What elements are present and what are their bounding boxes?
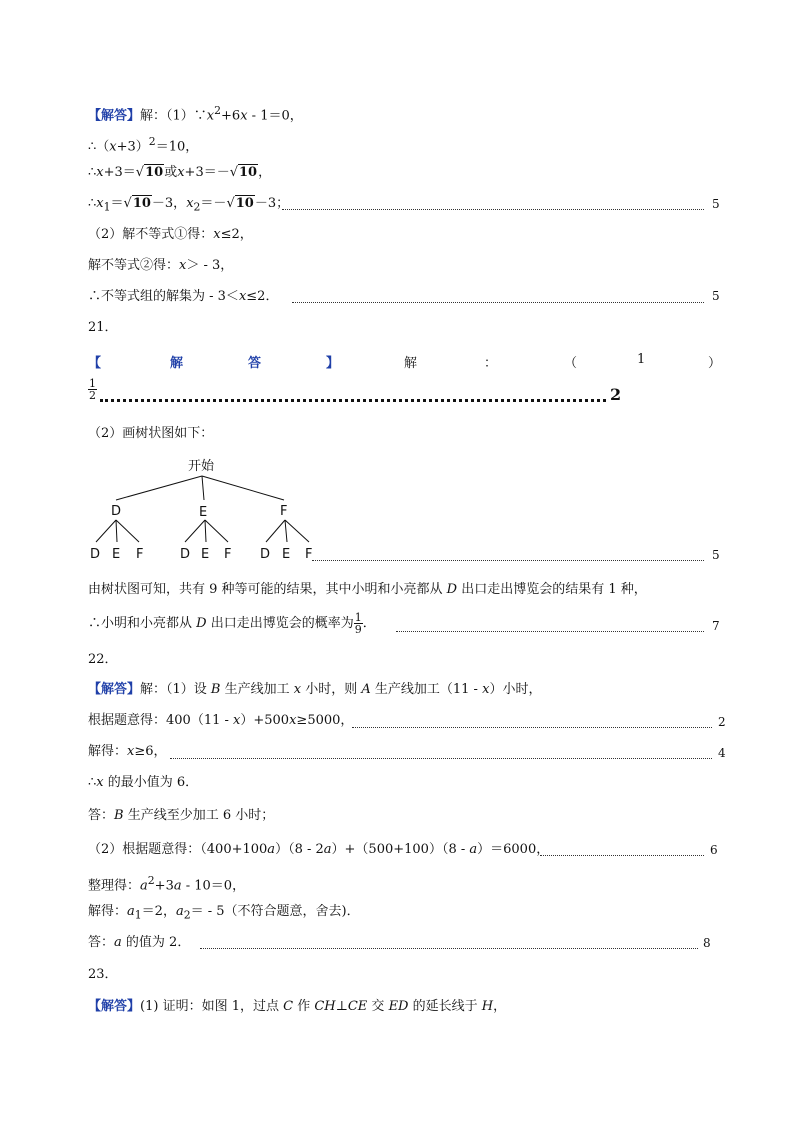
score-mark: 4 [718, 746, 726, 760]
q22-line-4: ∴x 的最小值为 6． [88, 775, 199, 790]
answer-tag: 【解答】 [88, 999, 141, 1014]
q20-line-1: 【解答】解：$(1)\because x^2+6x - 1=0$， [88, 104, 303, 124]
score-mark: 5 [712, 548, 720, 562]
q21-line-2: （2）画树状图如下： [88, 426, 214, 441]
leaf-f: F [305, 547, 313, 562]
colon: ： [484, 356, 498, 371]
tree-diagram [80, 452, 330, 564]
q20-line-5: （2）解不等式①得：x≤2， [88, 227, 253, 242]
leaf-f: F [224, 547, 232, 562]
q22-line-3: 解得：x≥6， [88, 744, 167, 759]
leaf-d: D [180, 547, 191, 562]
dot-leader [170, 758, 712, 759]
answer-tag: 【解答】 [88, 682, 141, 697]
subtree-e [180, 520, 231, 562]
score-mark: 7 [712, 619, 720, 633]
dot-leader [292, 302, 704, 303]
dot-leader [312, 560, 704, 561]
answer-tag-right: 】 [326, 356, 340, 371]
q22-line-6: （2）根据题意得：（400+100a）（8 - 2a）+（500+100）（8 - a）＝6000， [88, 842, 550, 857]
dot-leader [540, 855, 704, 856]
tree-node-e: E [199, 505, 208, 520]
jie-label: 解 [404, 356, 418, 371]
q21-line-4: ∴小明和小亮都从 D 出口走出博览会的概率为 $\frac{1}{9}$ ． [88, 611, 376, 636]
q20-line-7: ∴不等式组的解集为 - 3＜x≤2． [88, 289, 279, 304]
paren-left: （ [564, 356, 578, 371]
dot-leader [396, 631, 704, 632]
question-number-22: 22． [88, 652, 118, 667]
score-mark: 6 [710, 843, 718, 857]
leaf-f: F [136, 547, 144, 562]
score-mark: 5 [712, 289, 720, 303]
tree-node-d: D [111, 504, 122, 519]
leaf-e: E [282, 547, 291, 562]
answer-tag: 【解答】 [88, 108, 141, 124]
tree-branch [202, 476, 284, 500]
q23-line-1: 【解答】(1) 证明：如图 1，过点 C 作 CH⊥CE 交 ED 的延长线于 H， [88, 999, 507, 1014]
question-number-23: 23． [88, 967, 118, 982]
score-mark: 8 [703, 936, 711, 950]
q22-line-8: 解得：$a_1=2$，$a_2= - 5$（不符合题意，舍去)． [88, 904, 360, 922]
question-number-21: 21． [88, 320, 118, 335]
score-mark: 2 [610, 385, 622, 404]
tree-branch [116, 476, 202, 500]
q20-line-4: $\therefore x_1=√10-3$，$x_2=-√10-3$； [88, 196, 290, 214]
dot-leader [282, 209, 704, 210]
paren-right: ） [708, 356, 722, 371]
q20-line-6: 解不等式②得：x＞ - 3， [88, 258, 234, 273]
answer-tag-da: 答 [248, 356, 262, 371]
score-mark: 5 [712, 197, 720, 211]
subtree-d [90, 520, 143, 562]
half-fraction: $\frac{1}{2}$ [89, 377, 96, 402]
q20-line-3: ∴x+3＝√10或x+3＝－√10， [88, 165, 272, 180]
q21-line-3: 由树状图可知，共有 9 种等可能的结果，其中小明和小亮都从 D 出口走出博览会的结果有 1 种， [88, 582, 647, 597]
q22-line-5: 答：B 生产线至少加工 6 小时； [88, 808, 275, 823]
answer-tag-left: 【 [88, 356, 102, 371]
part-number: 1 [637, 352, 646, 367]
tree-branch [202, 476, 204, 500]
q22-line-2: 根据题意得：400（11 - x）+500x≥5000， [88, 713, 354, 728]
q22-line-7: 整理得：$a^2+3a - 10=0$， [88, 874, 246, 894]
leaf-d: D [90, 547, 101, 562]
tree-root: 开始 [188, 459, 215, 474]
leaf-e: E [112, 547, 121, 562]
leaf-d: D [260, 547, 271, 562]
score-mark: 2 [718, 715, 726, 729]
dot-leader [100, 399, 606, 402]
dot-leader [200, 948, 698, 949]
answer-tag-jie: 解 [170, 356, 184, 371]
leaf-e: E [201, 547, 210, 562]
tree-node-f: F [280, 504, 288, 519]
dot-leader [352, 727, 712, 728]
q22-line-9: 答：a 的值为 2． [88, 935, 191, 950]
q20-line-2: $\therefore(x+3)^2=10$， [88, 135, 199, 155]
q22-line-1: 【解答】解：（1）设 B 生产线加工 x 小时，则 A 生产线加工（11 - x）小时， [88, 682, 542, 697]
subtree-f [260, 520, 312, 562]
